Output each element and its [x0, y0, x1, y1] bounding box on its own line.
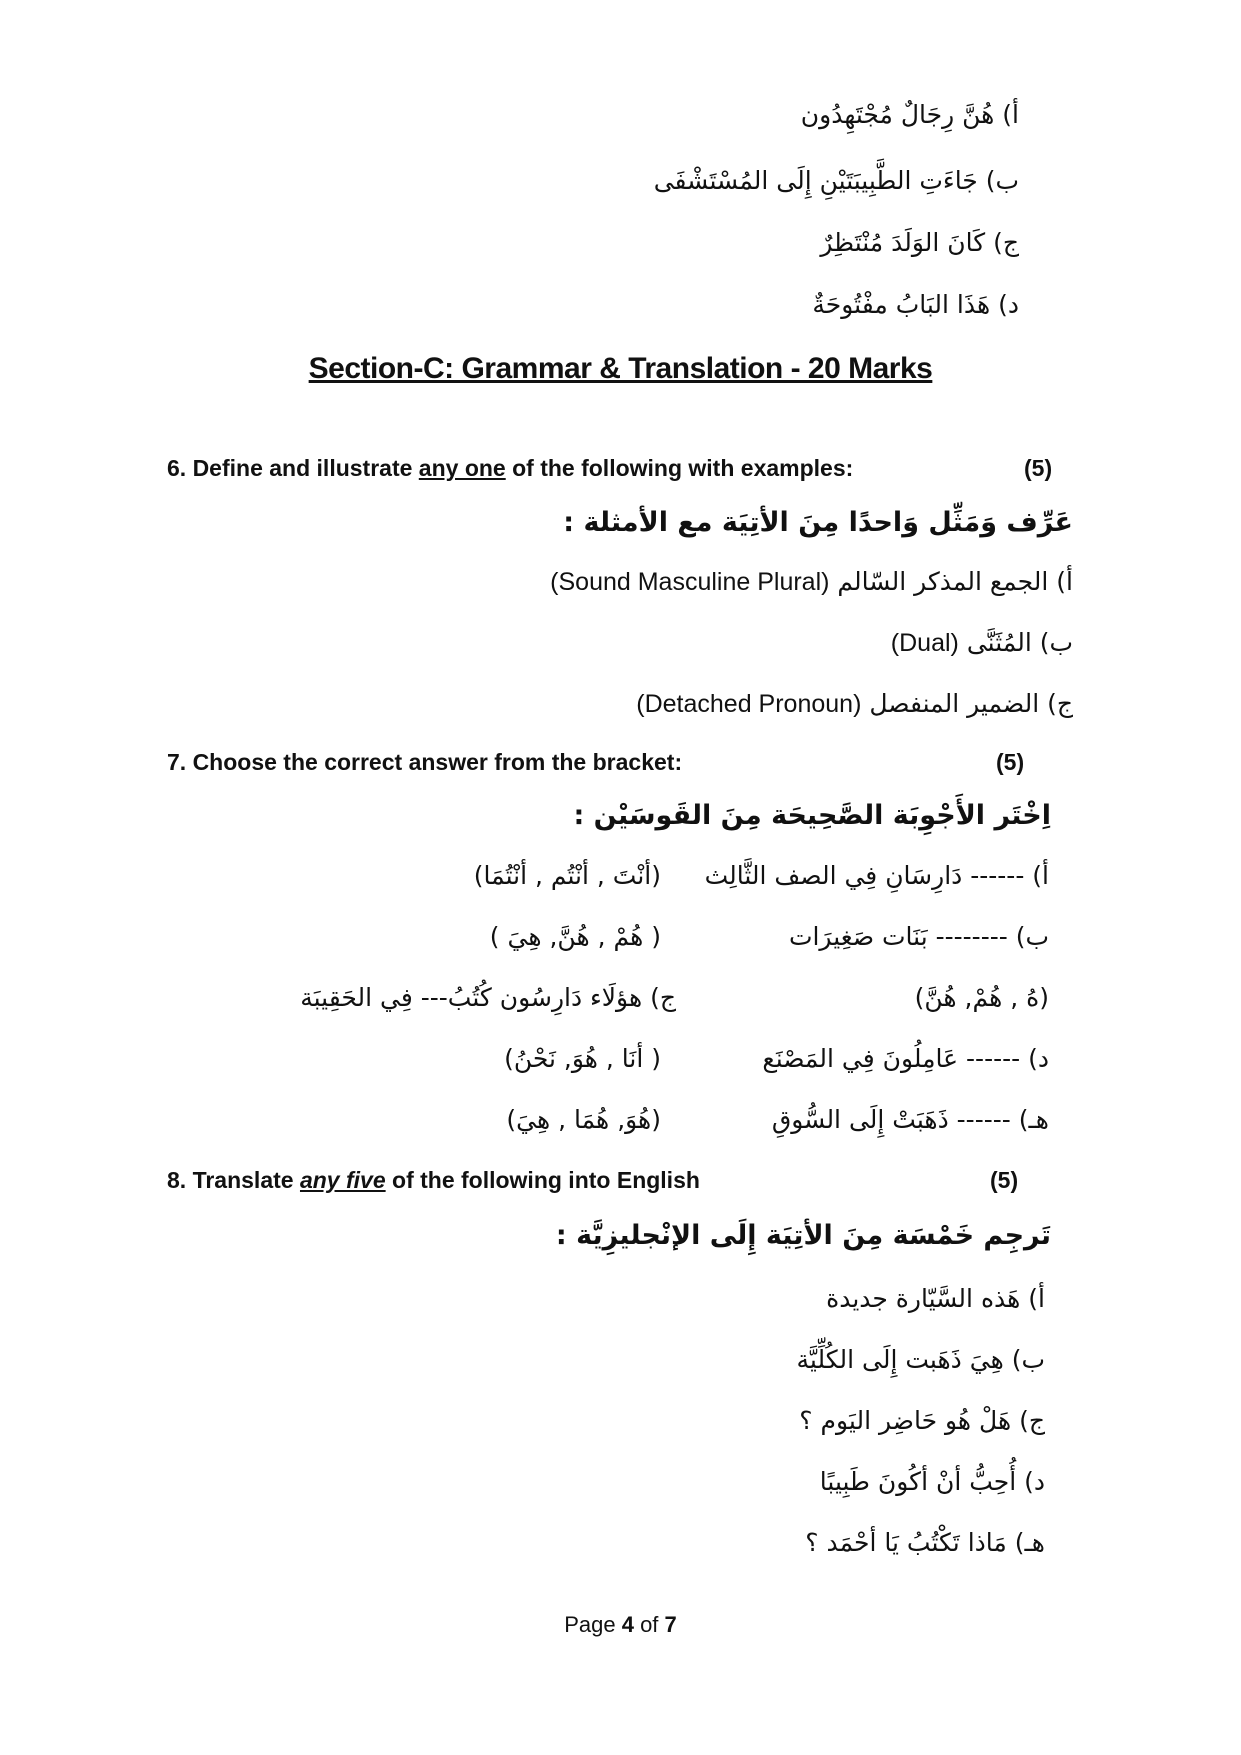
question-8-option-a: أ) هَذه السَّيّارة جديدة [826, 1284, 1045, 1313]
question-7: 7. Choose the correct answer from the bracket: [167, 749, 683, 775]
question-7-arabic: اِخْتَر الأَجْوِبَة الصَّحِيحَة مِنَ القَوسَيْن : [573, 800, 1051, 831]
footer-prefix: Page [564, 1612, 622, 1637]
question-7-option-e-question: هـ) ------ ذَهَبَتْ إِلَى السُّوقِ [771, 1105, 1049, 1134]
question-7-marks: (5) [996, 749, 1025, 775]
question-6-underlined: any one [418, 455, 506, 481]
question-7-option-a-question: أ) ------ دَارِسَانِ فِي الصف الثَّالِث [704, 861, 1049, 890]
question-8-option-c: ج) هَلْ هُو حَاضِر اليَوم ؟ [799, 1406, 1045, 1435]
page-footer [0, 1612, 1241, 1638]
question-6-option-a-ar: أ) الجمع المذكر السّالم [829, 567, 1073, 596]
question-6-option-c-en: (Detached Pronoun) [636, 690, 862, 718]
question-6 [167, 455, 853, 482]
section-title: Section-C: Grammar & Translation - 20 Marks [308, 352, 933, 385]
question-6-option-b-ar: ب) المُثَنَّى [958, 628, 1073, 657]
question-6-post: of the following with examples: [505, 455, 854, 481]
question-6-option-b [891, 628, 1073, 658]
top-option-c: ج) كَانَ الوَلَدَ مُنْتَظِرٌ [820, 228, 1019, 257]
question-7-option-b-choices: ( هُمْ , هُنَّ, هِيَ ) [489, 922, 661, 951]
question-7-option-e-choices: (هُوَ, هُمَا , هِيَ) [506, 1105, 661, 1134]
footer-total-pages: 7 [664, 1612, 677, 1637]
question-7-option-c-choices: (هُ , هُمْ, هُنَّ) [914, 983, 1049, 1012]
question-6-option-c-ar: ج) الضمير المنفصل [861, 689, 1073, 718]
question-8 [167, 1167, 700, 1194]
question-8-post: of the following into English [385, 1167, 700, 1193]
question-6-option-a [550, 567, 1073, 597]
top-option-b: ب) جَاءَتِ الطَّبِيبَتَيْنِ إِلَى المُسْتَشْفَى [653, 166, 1019, 195]
question-6-option-a-en: (Sound Masculine Plural) [550, 568, 830, 596]
question-7-option-d-choices: ( أنَا , هُوَ, نَحْنُ) [504, 1044, 661, 1073]
question-8-option-e: هـ) مَاذا تَكْتُبُ يَا أحْمَد ؟ [805, 1528, 1045, 1557]
question-6-option-c [636, 689, 1073, 719]
question-7-option-c-question: ج) هؤلَاء دَارِسُون كُتُبُ--- فِي الحَقِيبَة [300, 983, 676, 1012]
question-7-option-b-question: ب) -------- بَنَات صَغِيرَات [788, 922, 1049, 951]
question-6-pre: 6. Define and illustrate [167, 455, 419, 481]
question-7-option-a-choices: (أنْتَ , أنْتُم , أنْتُمَا) [473, 861, 661, 890]
question-6-option-b-en: (Dual) [890, 629, 959, 657]
question-6-marks: (5) [1024, 455, 1053, 481]
question-8-option-d: د) أُحِبُّ أنْ أكُونَ طَبِيبًا [819, 1467, 1045, 1496]
top-option-a: أ) هُنَّ رِجَالٌ مُجْتَهِدُون [800, 100, 1019, 129]
question-8-underlined: any five [299, 1167, 386, 1193]
footer-middle: of [633, 1612, 665, 1637]
question-8-arabic: تَرجِم خَمْسَة مِنَ الأتِيَة إِلَى الإنْجليزِيَّة : [555, 1220, 1051, 1251]
question-7-option-d-question: د) ------ عَامِلُونَ فِي المَصْنَع [762, 1044, 1049, 1073]
question-8-marks: (5) [990, 1167, 1019, 1193]
question-6-arabic: عَرِّف وَمَثِّل وَاحدًا مِنَ الأتِيَة مع الأمثلة : [563, 507, 1073, 538]
question-8-pre: 8. Translate [167, 1167, 300, 1193]
question-8-option-b: ب) هِيَ ذَهَبت إِلَى الكُلِّيَّة [796, 1345, 1045, 1374]
top-option-d: د) هَذَا البَابُ مفْتُوحَةٌ [812, 290, 1019, 319]
footer-current-page: 4 [621, 1612, 634, 1637]
